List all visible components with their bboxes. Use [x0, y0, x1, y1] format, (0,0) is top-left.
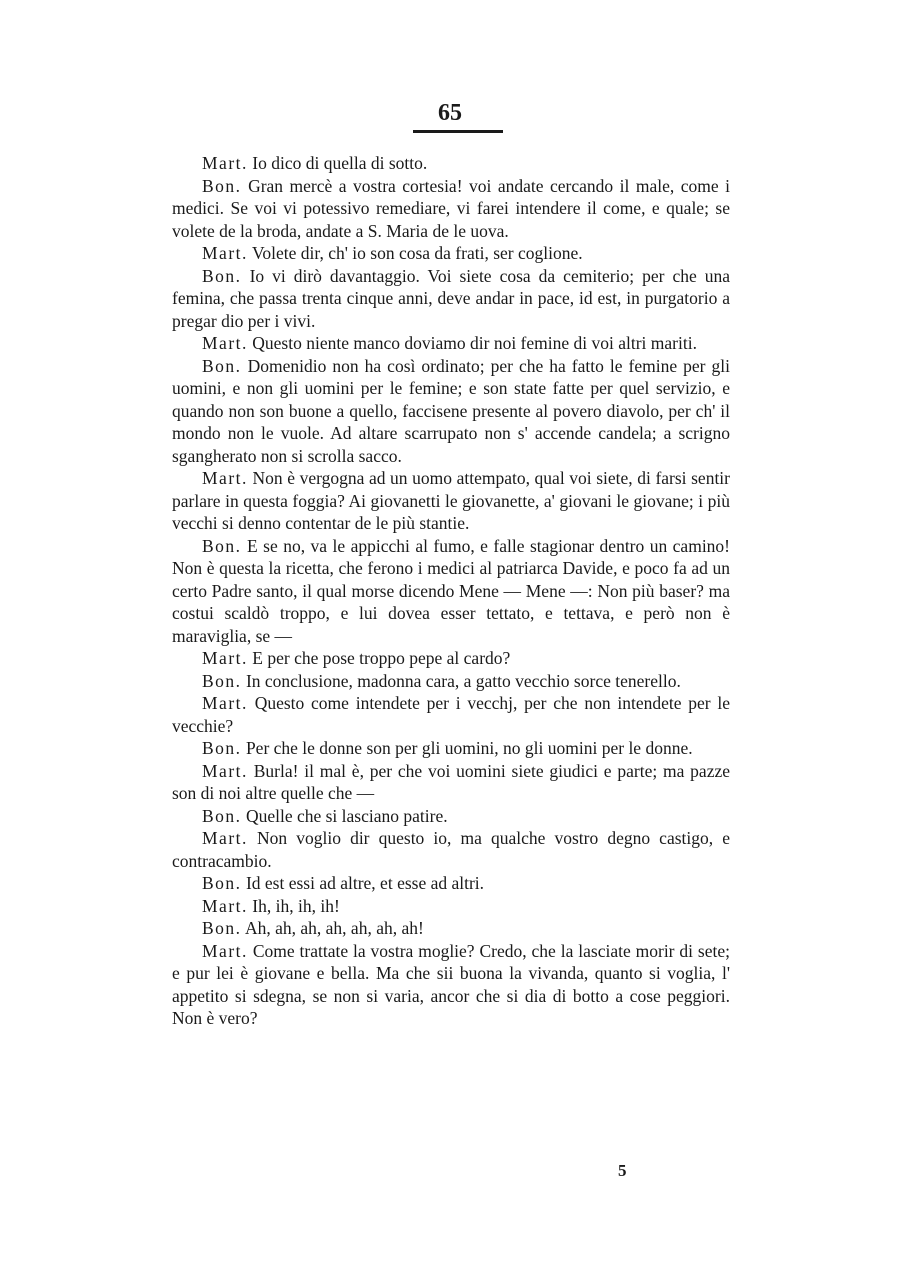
speech-text: E se no, va le appicchi al fumo, e falle stagionar dentro un camino! Non è questa la ricetta, che ferono i medici al patriarca Davide, e poco fa ad un certo Padre santo, il qual morse dicendo Mene — Mene —: Non più baser? ma costui scaldò troppo, e lui dovea esser tettato, e tettava, e però non è maraviglia, se — [172, 535, 731, 646]
speech-text: Gran mercè a vostra cortesia! voi andate cercando il male, come i medici. Se voi vi potessivo remediare, vi farei intendere il come, e quale; se volete de la broda, andate a S. Maria de le uova. [172, 175, 731, 241]
speaker-name: Bon. [202, 355, 242, 376]
speaker-name: Mart. [202, 648, 248, 668]
speech-text: Non è vergogna ad un uomo attempato, qual voi siete, di farsi sentir parlare in questa foggia? Ai giovanetti le giovanette, a' giovani le giovane; i più vecchi si denno contentar de le più stantie. [172, 468, 731, 533]
signature-mark: 5 [618, 1161, 627, 1180]
dialogue-line [172, 355, 730, 468]
dialogue-line [172, 265, 730, 333]
dialogue-line [172, 535, 730, 648]
speaker-name: Bon. [202, 535, 242, 556]
speech-text: Non voglio dir questo io, ma qualche vostro degno castigo, e contracambio. [172, 828, 730, 871]
speaker-name: Mart. [202, 243, 248, 263]
speech-text: Burla! il mal è, per che voi uomini siete giudici e parte; ma pazze son di noi altre quelle che — [172, 760, 731, 803]
speaker-name: Mart. [202, 940, 248, 961]
speech-text: Questo niente manco doviamo dir noi femine di voi altri mariti. [252, 333, 697, 353]
dialogue-line [172, 647, 730, 670]
dialogue-line [172, 827, 730, 872]
speech-text: Ah, ah, ah, ah, ah, ah, ah! [244, 918, 424, 938]
speaker-name: Mart. [202, 153, 248, 173]
speech-text: Questo come intendete per i vecchj, per che non intendete per le vecchie? [172, 693, 731, 736]
speech-text: Quelle che si lasciano patire. [245, 805, 448, 826]
dialogue-line [172, 737, 730, 760]
speech-text: E per che pose troppo pepe al cardo? [252, 648, 511, 668]
speaker-name: Mart. [202, 333, 248, 353]
speaker-name: Bon. [202, 738, 242, 758]
dialogue-line [172, 895, 730, 918]
dialogue-text [172, 152, 730, 1030]
speaker-name: Bon. [202, 805, 242, 826]
speaker-name: Mart. [202, 693, 248, 713]
speaker-name: Mart. [202, 468, 248, 488]
speaker-name: Mart. [202, 895, 248, 916]
dialogue-line [172, 242, 730, 265]
speaker-name: Bon. [202, 918, 242, 938]
dialogue-line [172, 760, 730, 805]
speech-text: Ih, ih, ih, ih! [252, 895, 340, 916]
speech-text: Io vi dirò davantaggio. Voi siete cosa da cemiterio; per che una femina, che passa trenta cinque anni, deve andar in pace, id est, in purgatorio a pregar dio per i vivi. [172, 265, 730, 331]
dialogue-line [172, 152, 730, 175]
page-number: 65 [438, 100, 462, 126]
speech-text: Io dico di quella di sotto. [252, 153, 428, 173]
dialogue-line [172, 872, 730, 895]
dialogue-line [172, 670, 730, 693]
header-rule [413, 130, 503, 133]
speaker-name: Bon. [202, 265, 242, 286]
speech-text: Id est essi ad altre, et esse ad altri. [245, 873, 485, 893]
speaker-name: Mart. [202, 828, 248, 848]
dialogue-line [172, 467, 730, 535]
speech-text: Come trattate la vostra moglie? Credo, che la lasciate morir di sete; e pur lei è giovane e bella. Ma che sii buona la vivanda, quanto si voglia, l' appetito si sdegna, se non si varia, ancor che si dia di botto a cose peggiori. Non è vero? [172, 940, 730, 1028]
speech-text: Volete dir, ch' io son cosa da frati, ser coglione. [251, 243, 583, 263]
dialogue-line [172, 940, 730, 1030]
speaker-name: Bon. [202, 175, 242, 196]
speaker-name: Bon. [202, 670, 242, 691]
speech-text: Domenidio non ha così ordinato; per che ha fatto le femine per gli uomini, e non gli uomini per le femine; e son state fatte per quel servizio, e quando non son buone a quello, faccisene presente al povero diavolo, per ch' il mondo non le vuole. Ad altare scarrupato non s' accende candela; a scrigno sgangherato non si scrolla sacco. [172, 355, 730, 466]
dialogue-line [172, 332, 730, 355]
dialogue-line [172, 917, 730, 940]
speaker-name: Bon. [202, 873, 242, 893]
dialogue-line [172, 805, 730, 828]
speech-text: Per che le donne son per gli uomini, no gli uomini per le donne. [245, 738, 693, 758]
speaker-name: Mart. [202, 760, 248, 781]
dialogue-line [172, 692, 730, 737]
speech-text: In conclusione, madonna cara, a gatto vecchio sorce tenerello. [245, 670, 681, 691]
dialogue-line [172, 175, 730, 243]
